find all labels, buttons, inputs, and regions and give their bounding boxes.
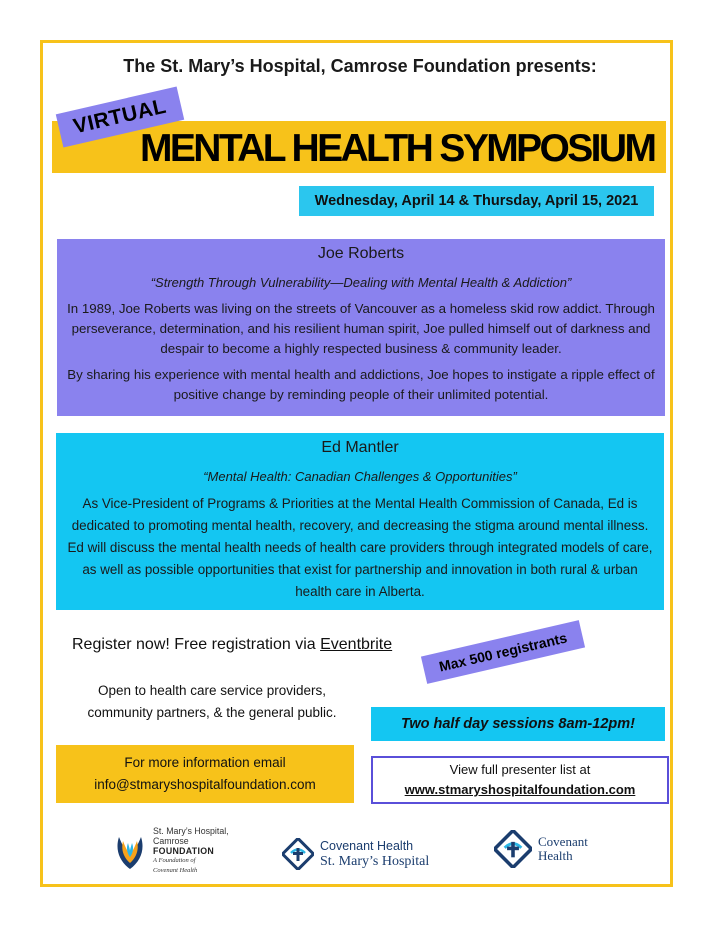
logo-line: Health	[538, 848, 573, 863]
speaker-card-ed-mantler	[56, 433, 664, 610]
virtual-badge: VIRTUAL	[56, 86, 184, 147]
register-text: Register now! Free registration via	[72, 636, 321, 653]
sessions-banner: Two half day sessions 8am-12pm!	[371, 707, 665, 741]
logo-line: A Foundation of	[153, 857, 196, 864]
audience-line: community partners, & the general public.	[87, 705, 337, 720]
logo-line: St. Mary’s Hospital,	[153, 826, 229, 836]
covenant-st-marys-logo	[282, 838, 429, 870]
event-dates: Wednesday, April 14 & Thursday, April 15, 2021	[299, 186, 654, 216]
eventbrite-link[interactable]: Eventbrite	[320, 636, 393, 653]
foundation-website-link[interactable]: www.stmaryshospitalfoundation.com	[404, 782, 636, 797]
talk-title: “Mental Health: Canadian Challenges & Opportunities”	[203, 469, 517, 484]
register-line	[72, 636, 392, 654]
logo-line: Camrose	[153, 836, 189, 846]
logo-line: Covenant Health	[153, 867, 198, 874]
flame-logo-icon	[113, 831, 147, 871]
speaker-bio: As Vice-President of Programs & Priorities at the Mental Health Commission of Canada, Ed is dedicated to promoting mental health, recovery, and decreasing the stigma around mental illness. Ed will discuss the mental health needs of health care providers through integrated models of care, as well as possible opportunities that exist for partnership and innovation in both rural & urban health care in Alberta.	[67, 496, 653, 599]
logo-line: Covenant	[538, 834, 588, 849]
speaker-bio: In 1989, Joe Roberts was living on the streets of Vancouver as a homeless skid row addict. Through perseverance, determination, and his resilient human spirit, Joe pulled himself out of darkness and despair to become a highly respected business & community leader.	[67, 301, 655, 356]
covenant-cross-icon	[494, 830, 532, 868]
page-title: MENTAL HEALTH SYMPOSIUM	[140, 127, 655, 170]
covenant-cross-icon	[282, 838, 314, 870]
presenter-list-box	[371, 756, 669, 804]
logo-line: Covenant Health	[320, 839, 414, 853]
talk-title: “Strength Through Vulnerability—Dealing with Mental Health & Addiction”	[150, 275, 572, 290]
audience-note	[56, 680, 368, 724]
speaker-card-joe-roberts	[57, 239, 665, 416]
info-box	[56, 745, 354, 803]
speaker-bio: By sharing his experience with mental health and addictions, Joe hopes to instigate a ripple effect of positive change by reminding people of their unlimited potential.	[67, 367, 655, 402]
info-email-link[interactable]: info@stmaryshospitalfoundation.com	[94, 777, 316, 792]
presenter-label: View full presenter list at	[449, 762, 591, 777]
logo-line: St. Mary’s Hospital	[320, 854, 430, 869]
foundation-logo	[113, 826, 229, 876]
speaker-name: Ed Mantler	[321, 439, 399, 456]
max-registrants-badge: Max 500 registrants	[421, 620, 585, 684]
info-label: For more information email	[124, 755, 286, 770]
presents-line: The St. Mary’s Hospital, Camrose Foundation presents:	[123, 56, 597, 76]
covenant-health-logo	[494, 830, 588, 868]
audience-line: Open to health care service providers,	[97, 683, 327, 698]
logo-line: FOUNDATION	[153, 846, 214, 856]
speaker-name: Joe Roberts	[317, 245, 405, 262]
